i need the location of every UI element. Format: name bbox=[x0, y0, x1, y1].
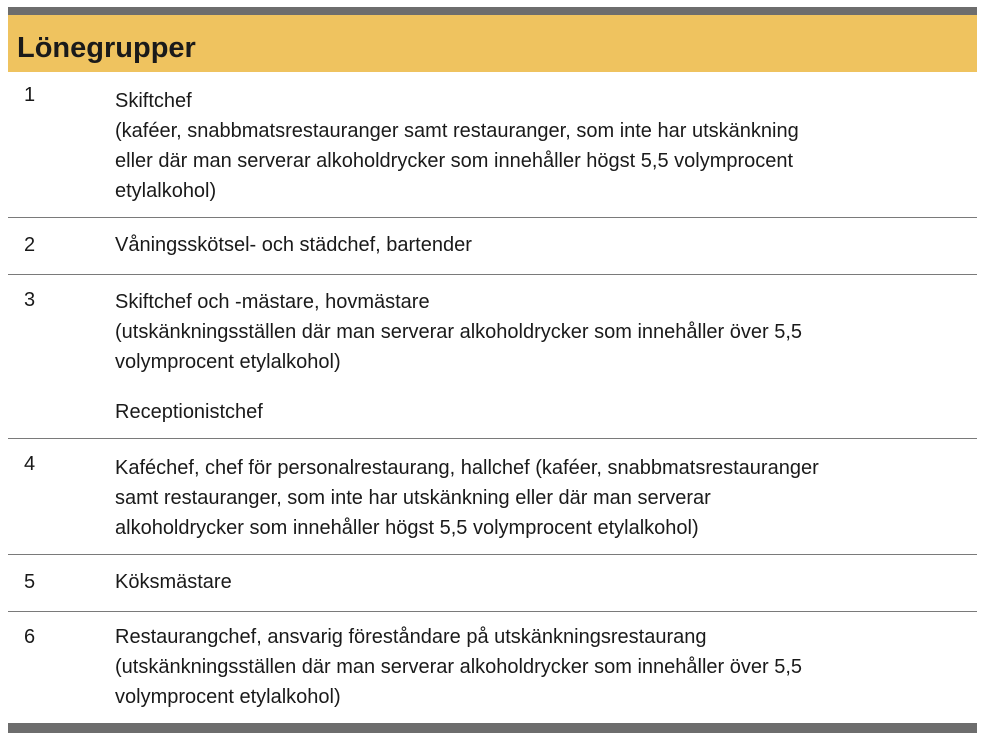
row-number: 2 bbox=[24, 234, 36, 256]
row-description: eller där man serverar alkoholdrycker som innehåller högst 5,5 volymprocent bbox=[115, 150, 794, 172]
wage-group-table bbox=[8, 72, 977, 722]
row-title: Köksmästare bbox=[115, 571, 232, 593]
row-extra-title: Receptionistchef bbox=[115, 401, 263, 423]
top-rule bbox=[8, 7, 977, 15]
row-description: volymprocent etylalkohol) bbox=[115, 686, 341, 708]
row-title: Restaurangchef, ansvarig föreståndare på utskänkningsrestaurang bbox=[115, 626, 707, 648]
table-row bbox=[8, 439, 977, 555]
row-description: (kaféer, snabbmatsrestauranger samt restauranger, som inte har utskänkning bbox=[115, 120, 799, 142]
table-row bbox=[8, 612, 977, 722]
row-title: Skiftchef och -mästare, hovmästare bbox=[115, 291, 430, 313]
row-title: Skiftchef bbox=[115, 90, 192, 112]
table-row bbox=[8, 218, 977, 275]
row-number: 4 bbox=[24, 453, 36, 475]
row-description: samt restauranger, som inte har utskänkning eller där man serverar bbox=[115, 487, 711, 509]
row-description: (utskänkningsställen där man serverar alkoholdrycker som innehåller över 5,5 bbox=[115, 321, 802, 343]
row-description: alkoholdrycker som innehåller högst 5,5 volymprocent etylalkohol) bbox=[115, 517, 699, 539]
row-title: Våningsskötsel- och städchef, bartender bbox=[115, 234, 472, 256]
table-row bbox=[8, 72, 977, 218]
row-number: 5 bbox=[24, 571, 36, 593]
row-description: (utskänkningsställen där man serverar alkoholdrycker som innehåller över 5,5 bbox=[115, 656, 802, 678]
table-row bbox=[8, 555, 977, 612]
row-title: Kaféchef, chef för personalrestaurang, hallchef (kaféer, snabbmatsrestauranger bbox=[115, 457, 819, 479]
row-number: 1 bbox=[24, 84, 36, 106]
bottom-rule bbox=[8, 723, 977, 733]
row-description: etylalkohol) bbox=[115, 180, 217, 202]
row-description: volymprocent etylalkohol) bbox=[115, 351, 341, 373]
table-row bbox=[8, 275, 977, 439]
table-header bbox=[8, 15, 977, 72]
table-title: Lönegrupper bbox=[17, 32, 196, 64]
row-number: 3 bbox=[24, 289, 36, 311]
row-number: 6 bbox=[24, 626, 36, 648]
